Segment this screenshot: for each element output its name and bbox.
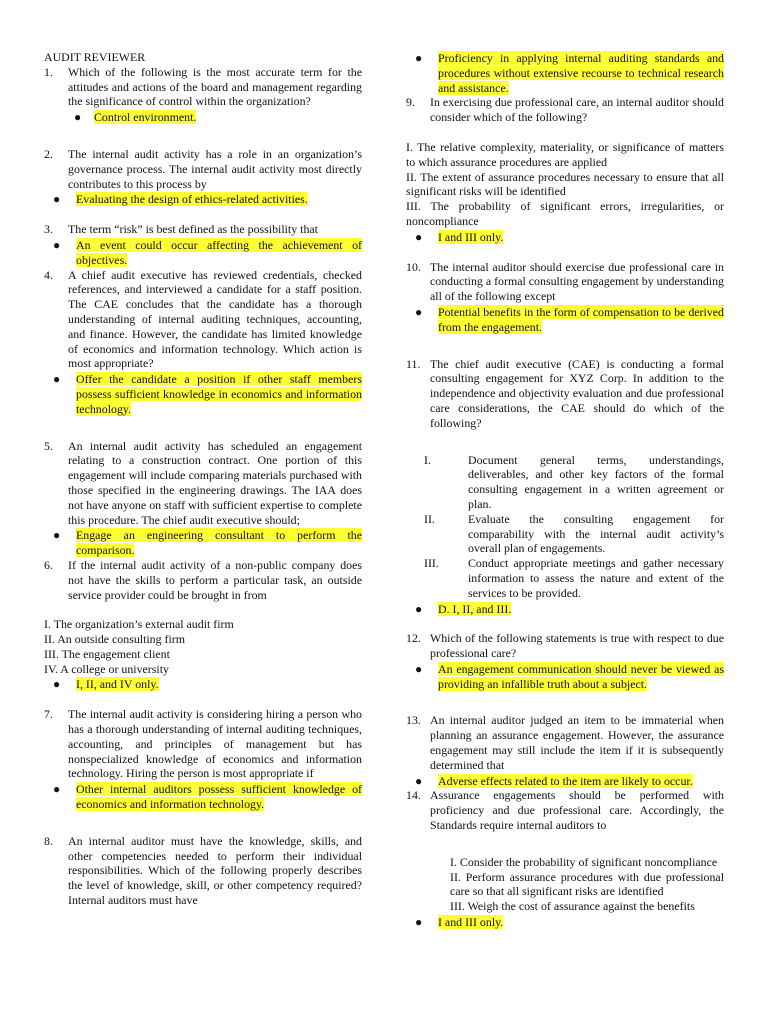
question-5 [44, 439, 362, 528]
answer-8 [406, 51, 724, 95]
question-9 [406, 95, 724, 125]
roman-numeral: II. [424, 511, 435, 526]
answer-text: An engagement communication should never be viewed as providing an infallible truth about a subject. [438, 661, 724, 691]
answer-text: Offer the candidate a position if other staff members possess sufficient knowledge in economics and information technology. [76, 372, 362, 416]
question-text: The internal audit activity is considering hiring a person who has a thorough understanding of internal auditing techniques, accounting, and principles of management but has nonspecialized knowledge of economics and information technology. Hiring the person is most appropriate if [68, 707, 362, 781]
question-number: 7. [44, 707, 53, 722]
roman-option [406, 512, 724, 556]
answer-4 [44, 372, 362, 416]
answer-text: An event could occur affecting the achievement of objectives. [76, 237, 362, 267]
question-number: 14. [406, 788, 421, 803]
answer-10 [406, 305, 724, 335]
answer-5 [44, 528, 362, 558]
question-12 [406, 631, 724, 661]
question-number: 1. [44, 64, 53, 79]
option-line: II. An outside consulting firm [44, 632, 186, 647]
question-number: 9. [406, 95, 415, 110]
roman-numeral: III. [424, 556, 439, 571]
option-line: I. Consider the probability of significant noncompliance [450, 854, 718, 869]
question-text: Which of the following is the most accurate term for the attitudes and actions of the board and management regarding the significance of control within the organization? [68, 64, 362, 109]
question-text: In exercising due professional care, an internal auditor should consider which of the following? [430, 95, 724, 125]
question-text: Which of the following statements is true with respect to due professional care? [430, 631, 724, 661]
question-number: 2. [44, 146, 53, 161]
right-column [406, 50, 724, 930]
bullet-icon: ● [53, 677, 61, 692]
answer-text: Engage an engineering consultant to perform the comparison. [76, 528, 362, 558]
question-text: If the internal audit activity of a non-public company does not have the skills to perform a particular task, an outside service provider could be brought in from [68, 557, 362, 602]
question-7 [44, 707, 362, 781]
question-number: 10. [406, 259, 421, 274]
question-number: 12. [406, 631, 421, 646]
question-text: The internal auditor should exercise due professional care in conducting a formal consulting engagement by understanding all of the following except [430, 259, 724, 304]
answer-text: D. I, II, and III. [438, 601, 512, 616]
roman-option [406, 556, 724, 600]
question-10 [406, 260, 724, 304]
roman-numeral: I. [424, 452, 431, 467]
answer-9 [406, 230, 724, 245]
option-text: Document general terms, understandings, deliverables, and other key factors of the formal consulting engagement in a written agreement or plan. [468, 452, 724, 511]
answer-13 [406, 774, 724, 789]
question-text: A chief audit executive has reviewed credentials, checked references, and interviewed a candidate for a staff position. The CAE concludes that the candidate has a thorough understanding of internal auditing techniques, accounting, and finance. However, the candidate has limited knowledge of economics and information technology. Which action is most appropriate? [68, 267, 362, 371]
question-text: The term “risk” is best defined as the possibility that [68, 222, 318, 237]
option-line: III. The probability of significant errors, irregularities, or noncompliance [406, 199, 724, 228]
answer-1 [44, 110, 362, 125]
bullet-icon: ● [53, 237, 61, 252]
question-number: 6. [44, 557, 53, 572]
question-number: 4. [44, 267, 53, 282]
option-line: III. Weigh the cost of assurance against the benefits [450, 899, 695, 914]
question-text: Assurance engagements should be performed with proficiency and due professional care. Accordingly, the Standards require internal auditors to [430, 788, 724, 833]
answer-text: Proficiency in applying internal auditing standards and procedures without extensive recourse to technical research and assistance. [438, 51, 724, 95]
question-number: 3. [44, 222, 53, 237]
document-title: AUDIT REVIEWER [44, 50, 146, 64]
question-3 [44, 222, 362, 237]
question-14 [406, 788, 724, 832]
question-text: An internal auditor must have the knowledge, skills, and other competencies needed to perform their individual responsibilities. Which of the following properly describes the level of knowledge, skill, or other competency required? Internal auditors must have [68, 833, 362, 908]
question-11 [406, 357, 724, 431]
answer-3 [44, 238, 362, 268]
question-number: 5. [44, 438, 53, 453]
question-13 [406, 713, 724, 772]
question-number: 11. [406, 356, 421, 371]
bullet-icon: ● [74, 110, 82, 125]
answer-text: Other internal auditors possess sufficient knowledge of economics and information technology. [76, 782, 362, 812]
option-line: I. The relative complexity, materiality, or significance of matters to which assurance procedures are applied [406, 139, 724, 169]
bullet-icon: ● [415, 229, 423, 244]
option-line: III. The engagement client [44, 646, 170, 661]
answer-text: Potential benefits in the form of compensation to be derived from the engagement. [438, 304, 724, 334]
option-text: Evaluate the consulting engagement for comparability with the internal audit activity’s overall plan of engagements. [468, 511, 724, 556]
question-text: The chief audit executive (CAE) is conducting a formal consulting engagement for XYZ Corp. In addition to the independence and objectivity evaluation and due professional care considerations, the CAE should do which of the following? [430, 356, 724, 430]
answer-text: Adverse effects related to the item are likely to occur. [438, 773, 693, 788]
option-line: II. The extent of assurance procedures necessary to ensure that all significant risks will be identified [406, 169, 724, 199]
bullet-icon: ● [415, 304, 423, 319]
question-6 [44, 558, 362, 602]
answer-text: Evaluating the design of ethics-related activities. [76, 192, 308, 207]
question-text: The internal audit activity has a role in an organization’s governance process. The internal audit activity most directly contributes to this process by [68, 146, 362, 191]
bullet-icon: ● [53, 782, 61, 797]
question-2 [44, 147, 362, 191]
option-line: I. The organization’s external audit firm [44, 617, 234, 632]
bullet-icon: ● [415, 915, 423, 930]
bullet-icon: ● [415, 773, 423, 788]
roman-option [406, 453, 724, 512]
bullet-icon: ● [53, 372, 61, 387]
bullet-icon: ● [415, 601, 423, 616]
option-line: IV. A college or university [44, 661, 169, 676]
answer-12 [406, 662, 724, 692]
question-text: An internal audit activity has scheduled an engagement relating to a construction contract. One portion of this engagement will include comparing materials purchased with those specified in the engineering drawings. The IAA does not have anyone on staff with sufficient expertise to complete this procedure. The chief audit executive should; [68, 438, 362, 527]
question-number: 8. [44, 833, 53, 848]
option-line: II. Perform assurance procedures with due professional care so that all significant risks are identified [450, 869, 724, 899]
question-text: An internal auditor judged an item to be immaterial when planning an assurance engagement. However, the assurance engagement may still include the item if it is subsequently determined that [430, 713, 724, 772]
answer-14 [406, 915, 724, 930]
question-8 [44, 834, 362, 908]
left-column [44, 50, 362, 908]
answer-7 [44, 782, 362, 812]
answer-2 [44, 192, 362, 207]
bullet-icon: ● [415, 661, 423, 676]
answer-text: I, II, and IV only. [76, 677, 159, 692]
bullet-icon: ● [415, 51, 423, 65]
bullet-icon: ● [53, 528, 61, 543]
question-4 [44, 268, 362, 372]
answer-6 [44, 677, 362, 692]
answer-text: I and III only. [438, 229, 504, 244]
answer-text: Control environment. [94, 110, 197, 125]
answer-11 [406, 602, 724, 617]
question-number: 13. [406, 713, 421, 728]
question-1 [44, 65, 362, 109]
bullet-icon: ● [53, 192, 61, 207]
answer-text: I and III only. [438, 915, 504, 930]
option-text: Conduct appropriate meetings and gather necessary information to assess the nature and extent of the services to be provided. [468, 556, 724, 600]
